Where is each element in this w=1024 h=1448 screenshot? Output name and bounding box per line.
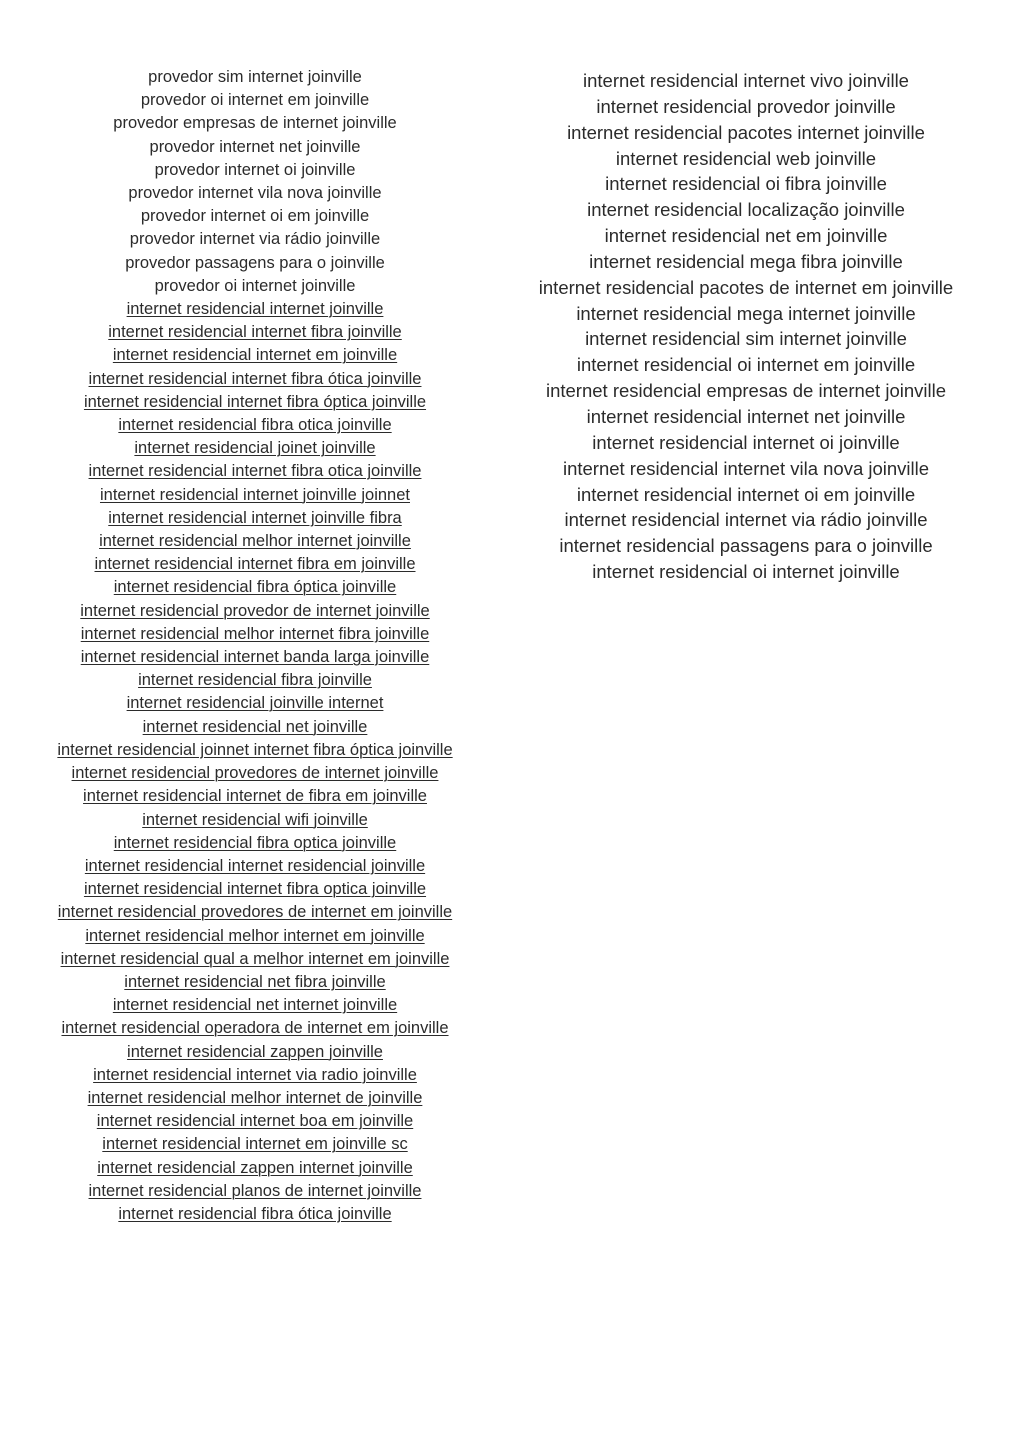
- keyword-text: internet residencial pacotes de internet em joinville: [538, 276, 954, 298]
- list-item: [30, 460, 480, 483]
- list-item: [30, 576, 480, 599]
- keyword-link[interactable]: internet residencial melhor internet de joinville: [87, 1088, 423, 1107]
- keyword-text: provedor oi internet em joinville: [140, 91, 370, 110]
- list-item: [30, 901, 480, 924]
- list-item: [30, 785, 480, 808]
- keyword-link[interactable]: internet residencial zappen joinville: [127, 1042, 383, 1061]
- keyword-text: provedor internet oi em joinville: [140, 207, 370, 226]
- list-item: [520, 378, 972, 404]
- list-item: [30, 716, 480, 739]
- list-item: [30, 692, 480, 715]
- keyword-link[interactable]: internet residencial internet boa em joinville: [96, 1112, 414, 1131]
- list-item: [30, 600, 480, 623]
- list-item: [30, 252, 480, 275]
- list-item: [30, 878, 480, 901]
- keyword-text: provedor empresas de internet joinville: [113, 114, 397, 133]
- list-item: [520, 68, 972, 94]
- list-item: [30, 994, 480, 1017]
- keyword-link[interactable]: internet residencial provedores de internet em joinville: [57, 903, 453, 922]
- list-item: [520, 197, 972, 223]
- keyword-link[interactable]: internet residencial fibra otica joinville: [118, 416, 392, 435]
- list-item: [30, 391, 480, 414]
- list-item: [30, 321, 480, 344]
- keyword-text: internet residencial passagens para o joinville: [559, 535, 933, 557]
- list-item: [520, 430, 972, 456]
- keyword-link[interactable]: internet residencial net joinville: [142, 717, 368, 736]
- keyword-link[interactable]: internet residencial zappen internet joinville: [97, 1158, 413, 1177]
- list-item: [520, 275, 972, 301]
- list-item: [30, 1064, 480, 1087]
- keyword-link[interactable]: internet residencial fibra optica joinville: [113, 833, 397, 852]
- keyword-link[interactable]: internet residencial internet joinville joinnet: [99, 485, 410, 504]
- list-item: [30, 855, 480, 878]
- keyword-link[interactable]: internet residencial joinnet internet fibra óptica joinville: [57, 740, 453, 759]
- keyword-link[interactable]: internet residencial fibra óptica joinville: [113, 578, 397, 597]
- keyword-text: internet residencial internet oi joinville: [592, 431, 900, 453]
- list-item: [30, 530, 480, 553]
- keyword-text: provedor passagens para o joinville: [125, 253, 385, 272]
- list-item: [30, 1017, 480, 1040]
- list-item: [520, 352, 972, 378]
- list-item: [30, 925, 480, 948]
- keyword-text: provedor internet oi joinville: [154, 160, 356, 179]
- keyword-text: internet residencial web joinville: [615, 147, 877, 169]
- list-item: [30, 159, 480, 182]
- keyword-link[interactable]: internet residencial internet via radio joinville: [93, 1065, 417, 1084]
- list-item: [30, 553, 480, 576]
- list-item: [30, 1133, 480, 1156]
- keyword-text: internet residencial oi internet joinville: [592, 561, 900, 583]
- keyword-link[interactable]: internet residencial joinville internet: [126, 694, 384, 713]
- list-item: [30, 89, 480, 112]
- list-item: [520, 301, 972, 327]
- keyword-link[interactable]: internet residencial planos de internet joinville: [88, 1181, 422, 1200]
- list-item: [30, 623, 480, 646]
- keyword-text: internet residencial mega fibra joinville: [589, 250, 903, 272]
- keyword-text: internet residencial oi fibra joinville: [605, 173, 887, 195]
- keyword-text: provedor internet vila nova joinville: [128, 184, 382, 203]
- keyword-text: internet residencial internet vivo joinville: [583, 70, 909, 91]
- right-keyword-list: [520, 68, 972, 585]
- list-item: [520, 326, 972, 352]
- left-keyword-list: [30, 66, 480, 1226]
- keyword-link[interactable]: internet residencial internet joinville fibra: [108, 508, 402, 527]
- keyword-link[interactable]: internet residencial internet em joinville: [112, 346, 398, 365]
- keyword-link[interactable]: internet residencial net fibra joinville: [124, 972, 386, 991]
- keyword-text: internet residencial mega internet joinville: [576, 302, 916, 324]
- list-item: [30, 971, 480, 994]
- keyword-text: provedor internet net joinville: [149, 137, 361, 156]
- list-item: [30, 112, 480, 135]
- keyword-link[interactable]: internet residencial internet fibra em joinville: [94, 555, 416, 574]
- keyword-text: internet residencial empresas de internet joinville: [545, 380, 947, 402]
- list-item: [30, 66, 480, 89]
- list-item: [30, 275, 480, 298]
- keyword-link[interactable]: internet residencial joinet joinville: [134, 439, 376, 458]
- keyword-text: internet residencial internet via rádio joinville: [564, 509, 928, 531]
- keyword-link[interactable]: internet residencial internet fibra optica joinville: [83, 880, 427, 899]
- list-item: [520, 223, 972, 249]
- list-item: [30, 298, 480, 321]
- keyword-text: provedor oi internet joinville: [154, 276, 356, 295]
- keyword-text: internet residencial internet oi em joinville: [576, 483, 916, 505]
- list-item: [30, 182, 480, 205]
- list-item: [520, 120, 972, 146]
- list-item: [30, 205, 480, 228]
- list-item: [30, 437, 480, 460]
- list-item: [520, 404, 972, 430]
- keyword-link[interactable]: internet residencial internet de fibra em joinville: [83, 787, 427, 806]
- keyword-text: internet residencial localização joinville: [587, 199, 905, 221]
- list-item: [520, 507, 972, 533]
- list-item: [520, 249, 972, 275]
- list-item: [30, 832, 480, 855]
- list-item: [30, 1041, 480, 1064]
- keyword-link[interactable]: internet residencial internet fibra joinville: [108, 323, 402, 342]
- keyword-link[interactable]: internet residencial internet fibra otica joinville: [88, 462, 422, 481]
- keyword-link[interactable]: internet residencial internet joinville: [126, 300, 384, 319]
- list-item: [30, 809, 480, 832]
- list-item: [30, 368, 480, 391]
- list-item: [30, 1157, 480, 1180]
- list-item: [30, 1180, 480, 1203]
- keyword-link[interactable]: internet residencial melhor internet fibra joinville: [80, 624, 430, 643]
- list-item: [30, 484, 480, 507]
- keyword-text: internet residencial sim internet joinville: [585, 328, 907, 350]
- keyword-link[interactable]: internet residencial provedores de internet joinville: [71, 764, 439, 783]
- list-item: [520, 456, 972, 482]
- list-item: [30, 669, 480, 692]
- list-item: [520, 559, 972, 585]
- keyword-text: internet residencial pacotes internet joinville: [567, 121, 925, 143]
- list-item: [30, 136, 480, 159]
- keyword-text: internet residencial internet vila nova joinville: [562, 457, 930, 479]
- keyword-text: internet residencial net em joinville: [604, 225, 888, 247]
- keyword-text: provedor sim internet joinville: [148, 68, 362, 86]
- keyword-link[interactable]: internet residencial provedor de internet joinville: [80, 601, 430, 620]
- list-item: [30, 646, 480, 669]
- keyword-link[interactable]: internet residencial fibra ótica joinville: [118, 1204, 392, 1223]
- keyword-link[interactable]: internet residencial melhor internet joinville: [99, 532, 411, 551]
- keyword-link[interactable]: internet residencial fibra joinville: [138, 671, 372, 690]
- keyword-link[interactable]: internet residencial internet fibra óptica joinville: [83, 392, 427, 411]
- keyword-link[interactable]: internet residencial internet residencial joinville: [84, 856, 426, 875]
- list-item: [520, 533, 972, 559]
- keyword-link[interactable]: internet residencial qual a melhor internet em joinville: [60, 949, 450, 968]
- list-item: [520, 146, 972, 172]
- list-item: [30, 739, 480, 762]
- keyword-text: internet residencial oi internet em joinville: [576, 354, 916, 376]
- list-item: [30, 1087, 480, 1110]
- list-item: [520, 94, 972, 120]
- keyword-text: provedor internet via rádio joinville: [129, 230, 381, 249]
- list-item: [30, 1203, 480, 1226]
- keyword-link[interactable]: internet residencial melhor internet em joinville: [85, 926, 425, 945]
- list-item: [30, 228, 480, 251]
- keyword-link[interactable]: internet residencial wifi joinville: [142, 810, 368, 829]
- keyword-link[interactable]: internet residencial internet fibra ótica joinville: [88, 369, 422, 388]
- list-item: [30, 1110, 480, 1133]
- keyword-text: internet residencial provedor joinville: [596, 95, 896, 117]
- keyword-link[interactable]: internet residencial operadora de internet em joinville: [61, 1019, 449, 1038]
- list-item: [30, 507, 480, 530]
- keyword-link[interactable]: internet residencial net internet joinville: [112, 996, 398, 1015]
- keyword-link[interactable]: internet residencial internet em joinville sc: [102, 1135, 408, 1154]
- keyword-text: internet residencial internet net joinville: [586, 405, 906, 427]
- list-item: [520, 171, 972, 197]
- keyword-link[interactable]: internet residencial internet banda larga joinville: [80, 648, 430, 667]
- list-item: [30, 948, 480, 971]
- list-item: [30, 762, 480, 785]
- list-item: [30, 414, 480, 437]
- list-item: [520, 482, 972, 508]
- list-item: [30, 344, 480, 367]
